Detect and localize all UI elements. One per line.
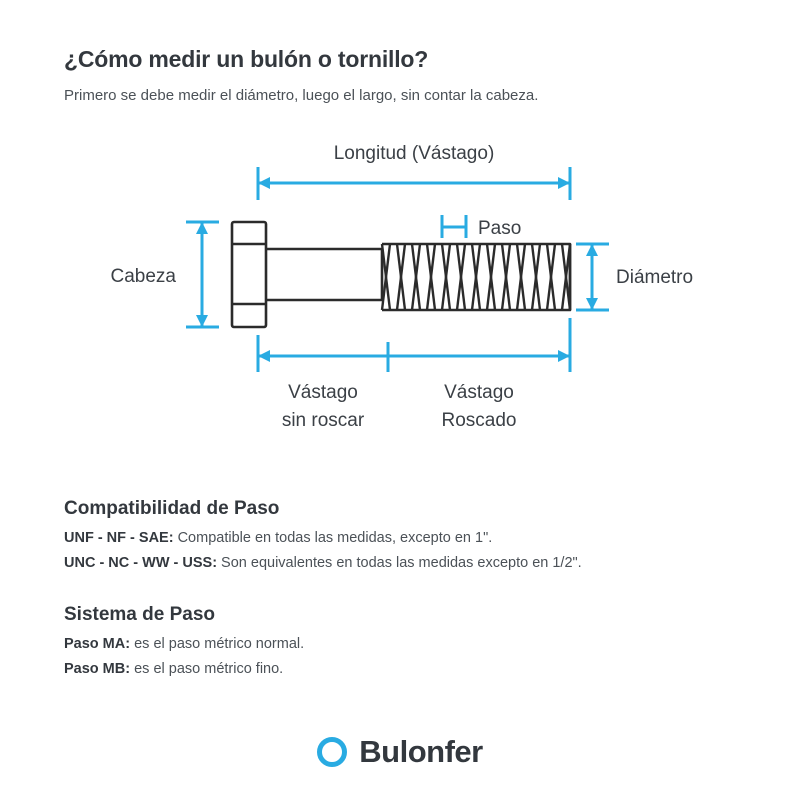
compatibilidad-line-2: [64, 553, 736, 574]
label-longitud: Longitud (Vástago): [333, 143, 495, 164]
sistema-line-1-text: es el paso métrico normal.: [130, 636, 305, 653]
label-diametro: Diámetro: [616, 267, 694, 288]
sistema-line-2: [64, 659, 736, 680]
shank-dimensions: [258, 318, 570, 372]
sistema-line-2-term: Paso MB:: [64, 661, 131, 678]
head-dimension: [186, 222, 219, 327]
label-vastago-sin-roscar-line2: sin roscar: [281, 410, 365, 431]
sistema-line-2-text: es el paso métrico fino.: [130, 661, 284, 678]
screw-threads: [382, 244, 570, 310]
section-compatibilidad-de-paso: [64, 498, 736, 574]
brand-footer: [0, 734, 800, 770]
label-vastago-roscado-line1: Vástago: [444, 382, 514, 403]
diameter-dimension: [576, 244, 609, 310]
pitch-dimension: [442, 215, 466, 238]
compatibilidad-line-1: [64, 528, 736, 549]
sistema-line-1: [64, 634, 736, 655]
label-vastago-roscado-line2: Roscado: [441, 410, 517, 431]
label-vastago-sin-roscar-line1: Vástago: [288, 382, 358, 403]
section-sistema-de-paso: [64, 604, 736, 680]
page-subtitle: Primero se debe medir el diámetro, luego el largo, sin contar la cabeza.: [64, 87, 539, 104]
sistema-line-1-term: Paso MA:: [64, 636, 131, 653]
length-dimension: [258, 167, 570, 200]
circle-ring-icon: [317, 737, 347, 767]
compatibilidad-line-2-text: Son equivalentes en todas las medidas excepto en 1/2".: [217, 555, 582, 572]
label-paso: Paso: [478, 218, 522, 239]
brand-name: Bulonfer: [359, 734, 483, 769]
compatibilidad-line-1-term: UNF - NF - SAE:: [64, 530, 174, 546]
screw-measurement-diagram: [64, 132, 736, 472]
section-title-sistema: Sistema de Paso: [64, 604, 216, 626]
label-cabeza: Cabeza: [110, 266, 176, 287]
page-title: ¿Cómo medir un bulón o tornillo?: [64, 46, 429, 72]
compatibilidad-line-1-text: Compatible en todas las medidas, excepto en 1".: [173, 530, 493, 546]
compatibilidad-line-2-term: UNC - NC - WW - USS:: [64, 555, 218, 572]
section-title-compatibilidad: Compatibilidad de Paso: [64, 498, 280, 519]
